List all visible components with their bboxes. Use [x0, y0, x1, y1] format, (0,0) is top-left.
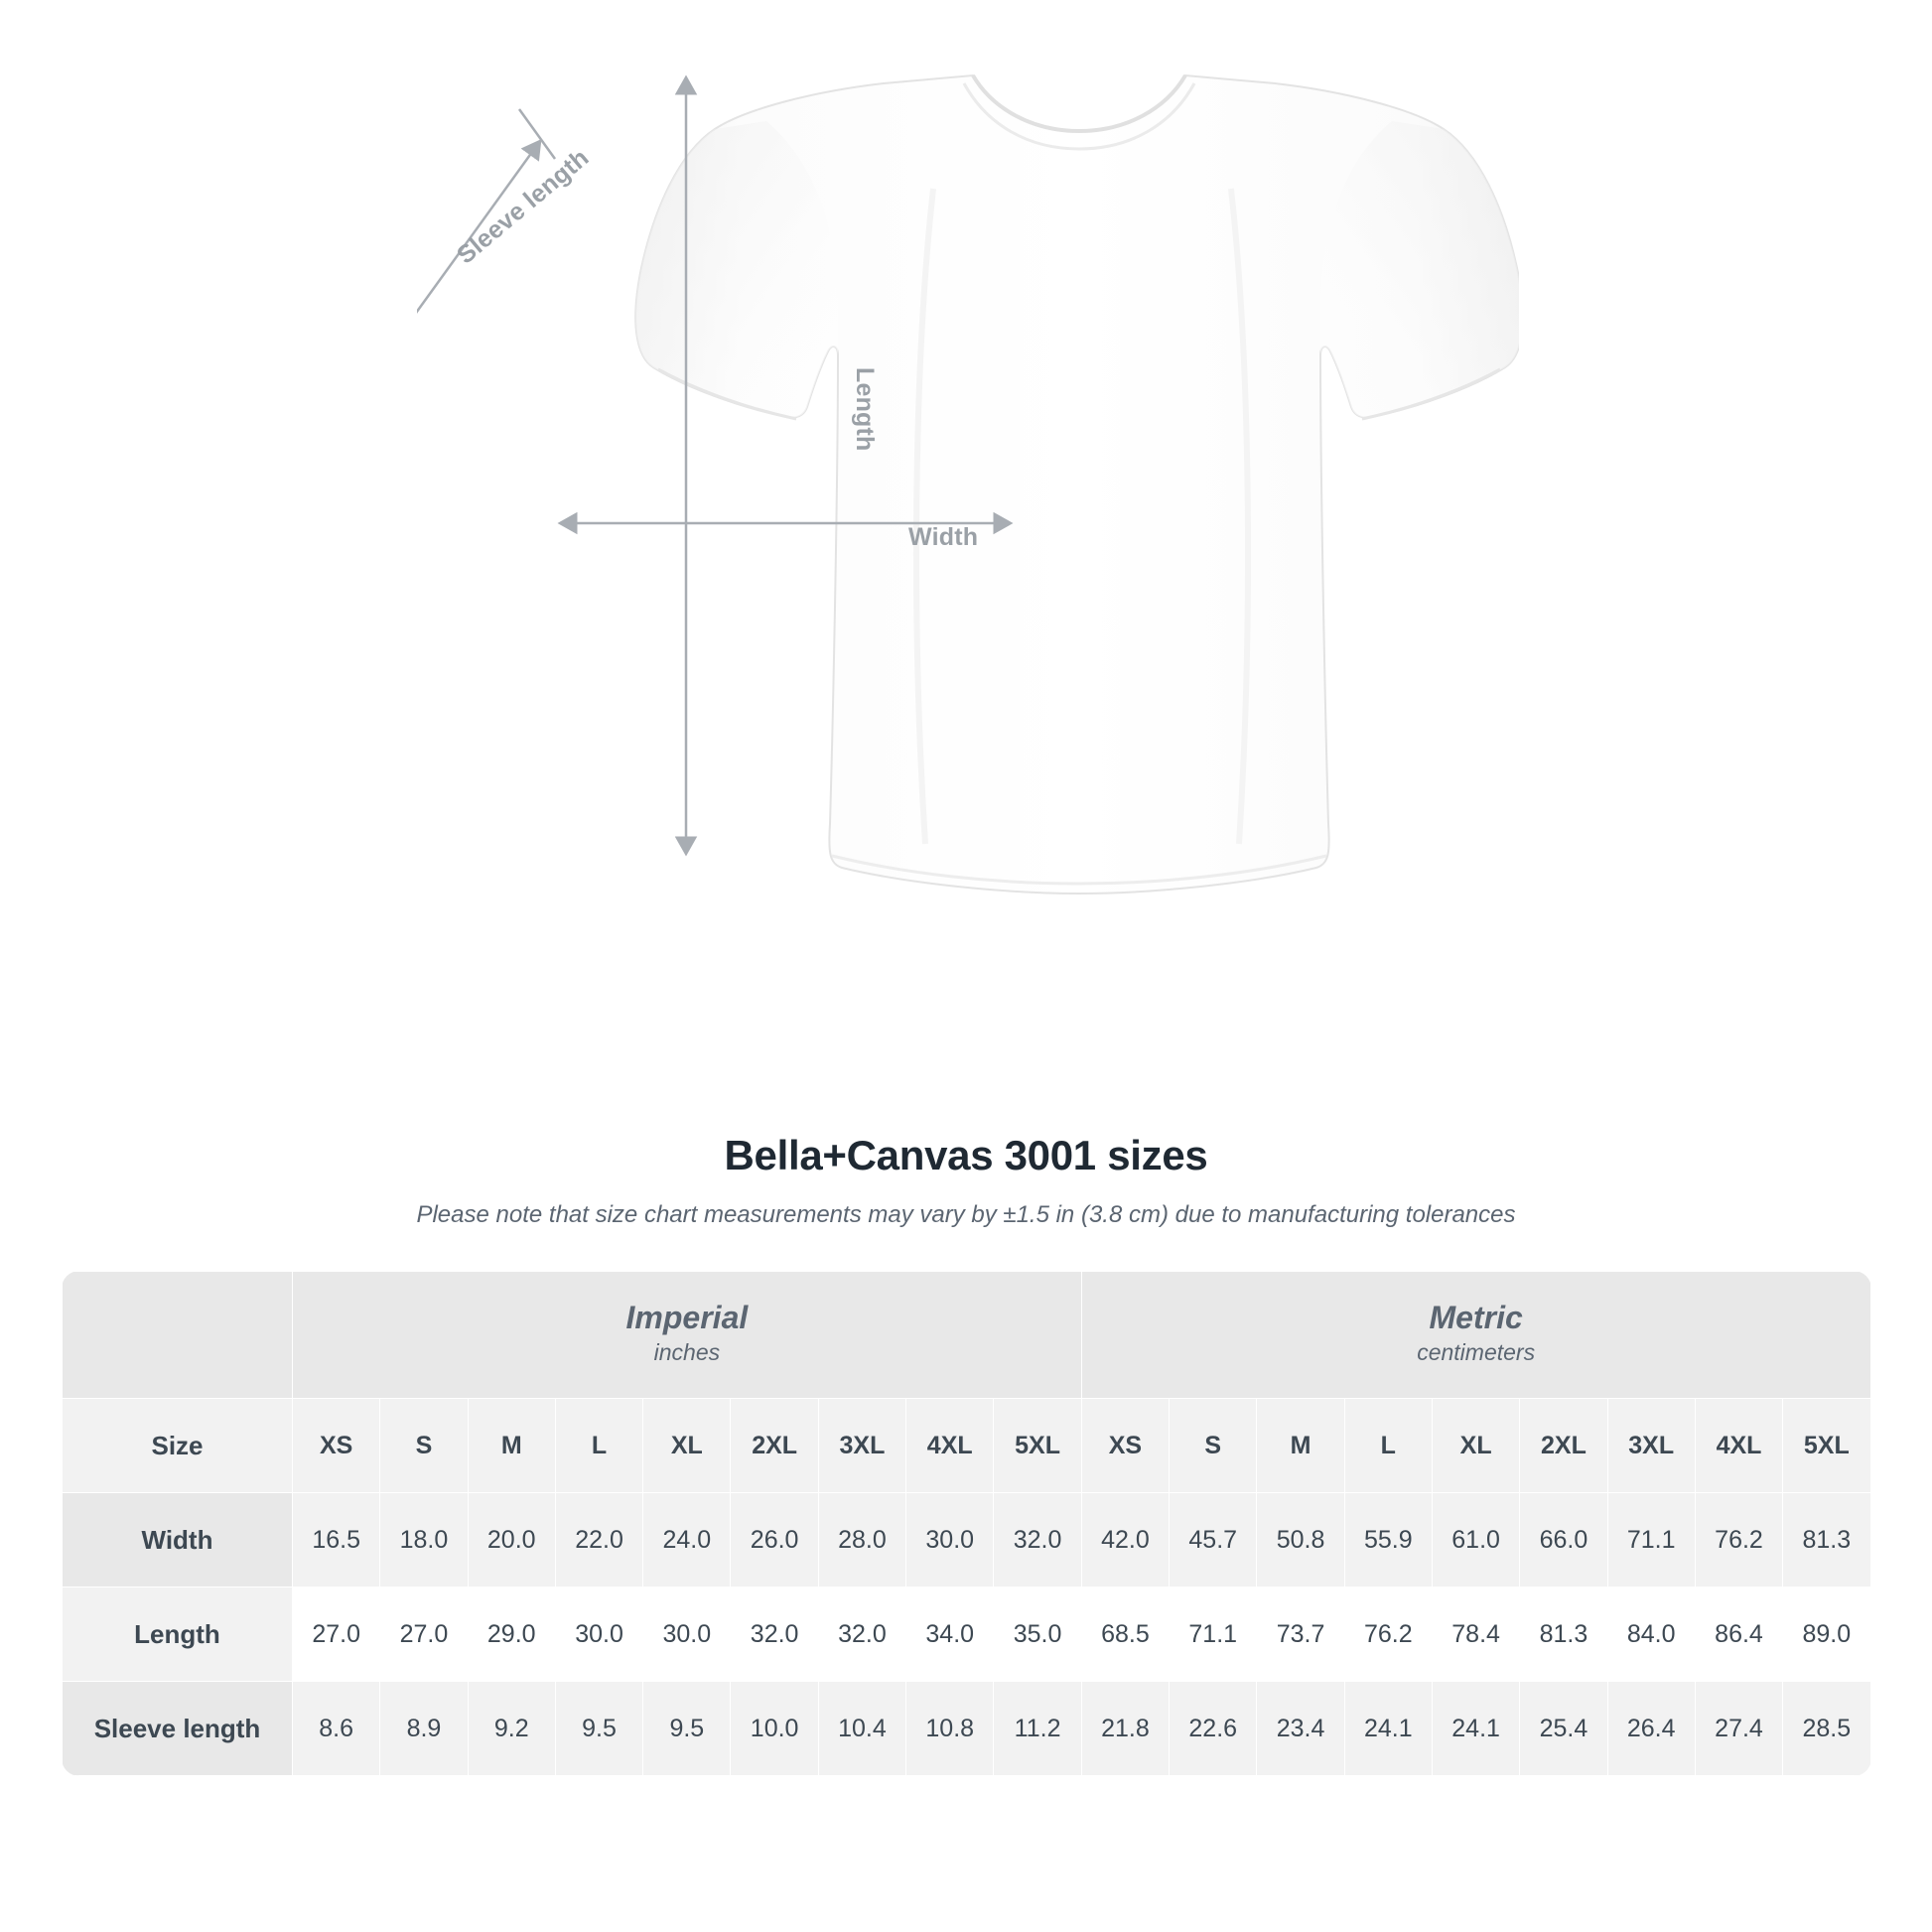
row-label-width: Width: [63, 1493, 293, 1587]
cell: 81.3: [1783, 1493, 1870, 1587]
cell: 30.0: [906, 1493, 994, 1587]
table-row: [63, 1682, 1871, 1776]
tolerance-note: Please note that size chart measurements may vary by ±1.5 in (3.8 cm) due to manufacturing tolerances: [416, 1201, 1516, 1228]
cell: 30.0: [643, 1587, 731, 1682]
row-label-length: Length: [63, 1587, 293, 1682]
size-header-cell: XS: [1081, 1399, 1169, 1493]
sleeve-length-label: Sleeve length: [452, 143, 595, 270]
size-header-cell: 2XL: [1520, 1399, 1607, 1493]
cell: 66.0: [1520, 1493, 1607, 1587]
cell: 71.1: [1607, 1493, 1695, 1587]
cell: 28.5: [1783, 1682, 1870, 1776]
cell: 81.3: [1520, 1587, 1607, 1682]
cell: 32.0: [818, 1587, 905, 1682]
cell: 11.2: [994, 1682, 1081, 1776]
table-corner: [63, 1272, 293, 1399]
cell: 10.4: [818, 1682, 905, 1776]
cell: 9.5: [555, 1682, 642, 1776]
cell: 61.0: [1432, 1493, 1519, 1587]
cell: 78.4: [1432, 1587, 1519, 1682]
size-header-cell: M: [1257, 1399, 1344, 1493]
size-header-cell: 3XL: [818, 1399, 905, 1493]
cell: 27.0: [293, 1587, 380, 1682]
size-header-cell: 5XL: [994, 1399, 1081, 1493]
cell: 21.8: [1081, 1682, 1169, 1776]
size-header-cell: XL: [643, 1399, 731, 1493]
cell: 8.6: [293, 1682, 380, 1776]
cell: 34.0: [906, 1587, 994, 1682]
size-header-cell: XL: [1432, 1399, 1519, 1493]
table-row: [63, 1493, 1871, 1587]
unit-group-metric-sub: centimeters: [1417, 1339, 1536, 1365]
cell: 9.2: [468, 1682, 555, 1776]
width-label: Width: [908, 523, 979, 551]
cell: 24.0: [643, 1493, 731, 1587]
cell: 45.7: [1170, 1493, 1257, 1587]
size-chart-table: [62, 1271, 1871, 1776]
size-header-cell: XS: [293, 1399, 380, 1493]
table-row: [63, 1587, 1871, 1682]
cell: 8.9: [380, 1682, 468, 1776]
cell: 89.0: [1783, 1587, 1870, 1682]
cell: 73.7: [1257, 1587, 1344, 1682]
cell: 84.0: [1607, 1587, 1695, 1682]
unit-group-metric: [1081, 1272, 1870, 1399]
cell: 42.0: [1081, 1493, 1169, 1587]
title-block: [0, 1132, 1932, 1229]
cell: 25.4: [1520, 1682, 1607, 1776]
unit-group-imperial-name: Imperial: [625, 1300, 749, 1335]
cell: 26.4: [1607, 1682, 1695, 1776]
cell: 18.0: [380, 1493, 468, 1587]
cell: 50.8: [1257, 1493, 1344, 1587]
size-header-cell: 5XL: [1783, 1399, 1870, 1493]
cell: 9.5: [643, 1682, 731, 1776]
shirt-graphic: [417, 69, 1519, 1052]
size-header-cell: S: [380, 1399, 468, 1493]
cell: 20.0: [468, 1493, 555, 1587]
cell: 24.1: [1344, 1682, 1432, 1776]
size-header-cell: M: [468, 1399, 555, 1493]
unit-group-metric-name: Metric: [1429, 1300, 1523, 1335]
cell: 32.0: [731, 1587, 818, 1682]
size-chart-table-wrap: [62, 1271, 1870, 1776]
page-title: Bella+Canvas 3001 sizes: [724, 1132, 1208, 1178]
size-header-label: Size: [63, 1399, 293, 1493]
cell: 55.9: [1344, 1493, 1432, 1587]
cell: 27.0: [380, 1587, 468, 1682]
length-label: Length: [851, 367, 879, 452]
cell: 71.1: [1170, 1587, 1257, 1682]
row-label-sleeve-length: Sleeve length: [63, 1682, 293, 1776]
cell: 76.2: [1344, 1587, 1432, 1682]
size-header-cell: 2XL: [731, 1399, 818, 1493]
cell: 35.0: [994, 1587, 1081, 1682]
cell: 24.1: [1432, 1682, 1519, 1776]
unit-header-row: [63, 1272, 1871, 1399]
cell: 10.8: [906, 1682, 994, 1776]
cell: 28.0: [818, 1493, 905, 1587]
cell: 26.0: [731, 1493, 818, 1587]
cell: 22.6: [1170, 1682, 1257, 1776]
size-header-row: [63, 1399, 1871, 1493]
cell: 29.0: [468, 1587, 555, 1682]
unit-group-imperial: [293, 1272, 1082, 1399]
cell: 10.0: [731, 1682, 818, 1776]
cell: 22.0: [555, 1493, 642, 1587]
size-header-cell: 4XL: [1695, 1399, 1782, 1493]
cell: 76.2: [1695, 1493, 1782, 1587]
cell: 86.4: [1695, 1587, 1782, 1682]
unit-group-imperial-sub: inches: [653, 1339, 721, 1365]
size-header-cell: L: [1344, 1399, 1432, 1493]
size-header-cell: L: [555, 1399, 642, 1493]
size-header-cell: 3XL: [1607, 1399, 1695, 1493]
cell: 27.4: [1695, 1682, 1782, 1776]
cell: 32.0: [994, 1493, 1081, 1587]
cell: 23.4: [1257, 1682, 1344, 1776]
size-header-cell: 4XL: [906, 1399, 994, 1493]
size-header-cell: S: [1170, 1399, 1257, 1493]
dimension-arrows: [417, 69, 1519, 1052]
cell: 16.5: [293, 1493, 380, 1587]
cell: 30.0: [555, 1587, 642, 1682]
cell: 68.5: [1081, 1587, 1169, 1682]
